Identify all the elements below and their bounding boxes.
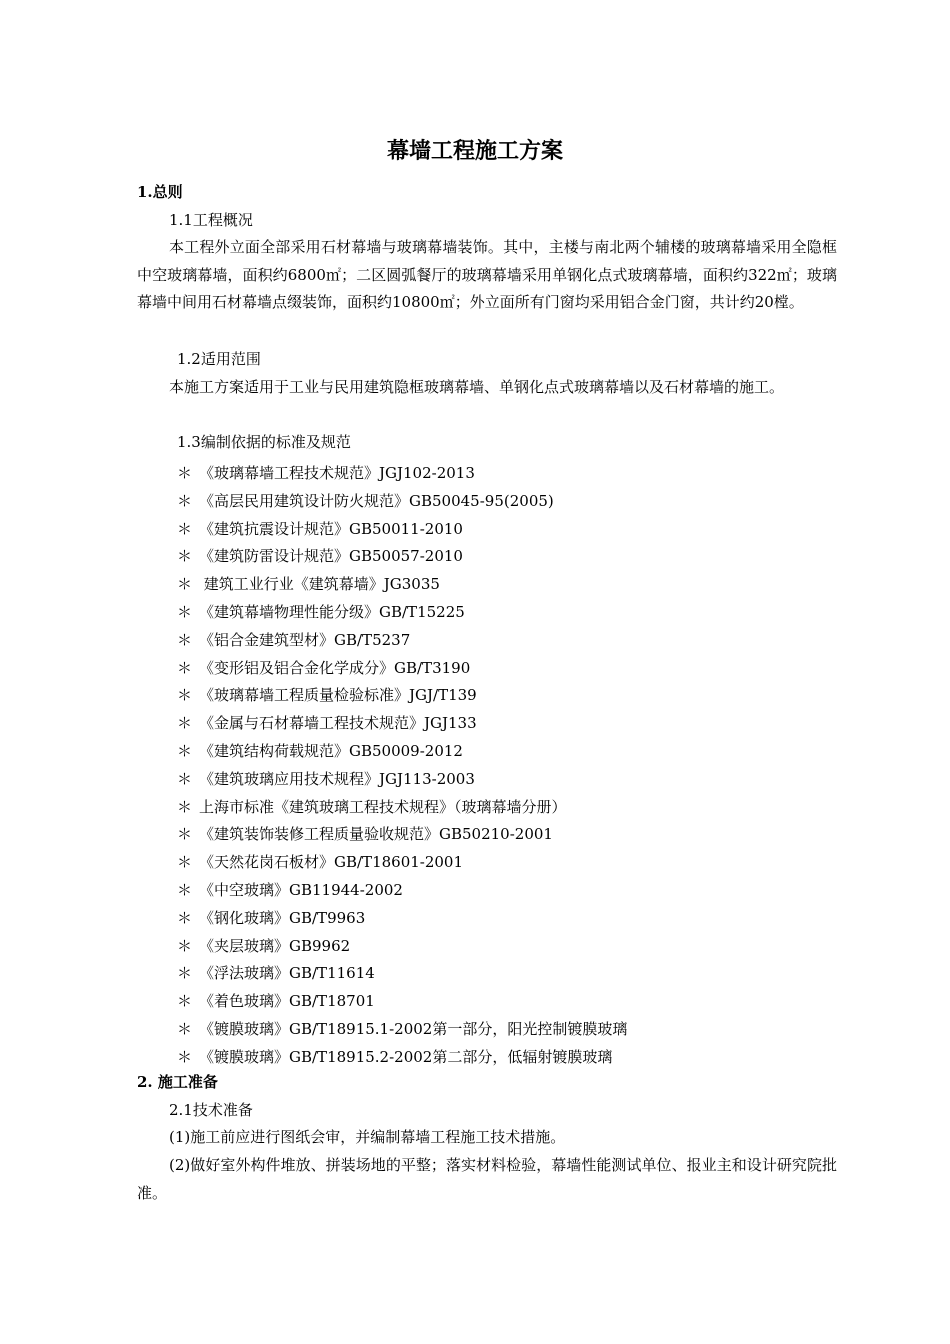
standard-text: 《玻璃幕墙工程质量检验标准》JGJ/T139: [199, 686, 477, 705]
standard-item: [177, 460, 627, 488]
bullet-star: ＊: [177, 769, 193, 788]
standard-item: [177, 710, 627, 738]
standard-text: 《高层民用建筑设计防火规范》GB50045-95(2005): [199, 491, 554, 510]
standard-item: [177, 960, 627, 988]
standard-text: 《玻璃幕墙工程技术规范》JGJ102-2013: [199, 464, 475, 482]
standard-text: 《中空玻璃》GB11944-2002: [199, 880, 403, 899]
section-2-1-paragraph-1: (1)施工前应进行图纸会审，并编制幕墙工程施工技术措施。: [169, 1128, 566, 1146]
standard-text: 上海市标准《建筑玻璃工程技术规程》（玻璃幕墙分册）: [199, 797, 567, 816]
standard-item: [177, 933, 627, 961]
section-1-3-heading: 1.3编制依据的标准及规范: [177, 433, 351, 451]
standard-item: [177, 488, 627, 516]
standard-item: [177, 655, 627, 683]
standard-text: 《着色玻璃》GB/T18701: [199, 992, 375, 1011]
standard-text: 《建筑防雷设计规范》GB50057-2010: [199, 547, 463, 566]
bullet-star: ＊: [177, 992, 193, 1011]
section-1-1-text: 本工程外立面全部采用石材幕墙与玻璃幕墙装饰。其中，主楼与南北两个辅楼的玻璃幕墙采用全隐框中空玻璃幕墙，面积约6800㎡；二区圆弧餐厅的玻璃幕墙采用单钢化点式玻璃幕墙，面积约322㎡；玻璃幕墙中间用石材幕墙点缀装饰，面积约10800㎡；外立面所有门窗均采用铝合金门窗，共计约20樘。: [137, 238, 837, 312]
standard-text: 《钢化玻璃》GB/T9963: [199, 908, 366, 927]
bullet-star: ＊: [177, 880, 193, 899]
bullet-star: ＊: [177, 519, 193, 538]
bullet-star: ＊: [177, 1047, 193, 1066]
section-1-2-text: 本施工方案适用于工业与民用建筑隐框玻璃幕墙、单钢化点式玻璃幕墙以及石材幕墙的施工。: [169, 378, 785, 396]
standard-item: [177, 849, 627, 877]
standard-item: [177, 571, 627, 599]
bullet-star: ＊: [177, 658, 193, 677]
bullet-star: ＊: [177, 797, 193, 816]
standard-text: 《变形铝及铝合金化学成分》GB/T3190: [199, 658, 471, 677]
standard-item: [177, 905, 627, 933]
standard-text: 建筑工业行业《建筑幕墙》JG3035: [199, 575, 440, 594]
standard-text: 《建筑幕墙物理性能分级》GB/T15225: [199, 602, 465, 621]
standard-item: [177, 988, 627, 1016]
standard-text: 《镀膜玻璃》GB/T18915.1-2002第一部分，阳光控制镀膜玻璃: [199, 1019, 628, 1038]
bullet-star: ＊: [177, 936, 193, 955]
bullet-star: ＊: [177, 630, 193, 649]
document-title: 幕墙工程施工方案: [386, 138, 563, 164]
standard-text: 《金属与石材幕墙工程技术规范》JGJ133: [199, 714, 477, 733]
standard-text: 《建筑装饰装修工程质量验收规范》GB50210-2001: [199, 825, 553, 844]
standard-item: [177, 682, 627, 710]
section-1-heading: 1.总则: [137, 183, 183, 201]
bullet-star: ＊: [177, 686, 193, 705]
bullet-star: ＊: [177, 825, 193, 844]
standard-item: [177, 821, 627, 849]
bullet-star: ＊: [177, 853, 193, 872]
standard-item: [177, 516, 627, 544]
standard-item: [177, 599, 627, 627]
bullet-star: ＊: [177, 964, 193, 983]
bullet-star: ＊: [177, 1019, 193, 1038]
bullet-star: ＊: [177, 547, 193, 566]
standard-text: 《建筑抗震设计规范》GB50011-2010: [199, 519, 463, 538]
section-2-1-paragraph-2: (2)做好室外构件堆放、拼装场地的平整；落实材料检验，幕墙性能测试单位、报业主和设计研究院批准。: [137, 1156, 837, 1202]
standard-item: [177, 1044, 627, 1072]
standard-item: [177, 543, 627, 571]
standard-item: [177, 627, 627, 655]
bullet-star: ＊: [177, 491, 193, 510]
bullet-star: ＊: [177, 575, 193, 594]
standard-item: [177, 794, 627, 822]
bullet-star: ＊: [177, 908, 193, 927]
bullet-star: ＊: [177, 602, 193, 621]
standard-text: 《天然花岗石板材》GB/T18601-2001: [199, 853, 464, 872]
standard-item: [177, 877, 627, 905]
bullet-star: ＊: [177, 464, 193, 482]
standard-text: 《夹层玻璃》GB9962: [199, 936, 351, 955]
section-1-2-heading: 1.2适用范围: [177, 350, 261, 368]
bullet-star: ＊: [177, 714, 193, 733]
standard-item: [177, 766, 627, 794]
standard-text: 《铝合金建筑型材》GB/T5237: [199, 630, 411, 649]
standard-text: 《建筑结构荷载规范》GB50009-2012: [199, 741, 463, 760]
standard-item: [177, 738, 627, 766]
standard-item: [177, 1016, 627, 1044]
section-2-heading: 2. 施工准备: [137, 1073, 218, 1091]
standard-text: 《建筑玻璃应用技术规程》JGJ113-2003: [199, 769, 475, 788]
standard-text: 《镀膜玻璃》GB/T18915.2-2002第二部分，低辐射镀膜玻璃: [199, 1047, 613, 1066]
bullet-star: ＊: [177, 741, 193, 760]
standard-text: 《浮法玻璃》GB/T11614: [199, 964, 375, 983]
section-2-1-heading: 2.1技术准备: [169, 1101, 253, 1119]
standards-list: [177, 460, 627, 1072]
section-1-1-heading: 1.1工程概况: [169, 211, 253, 229]
